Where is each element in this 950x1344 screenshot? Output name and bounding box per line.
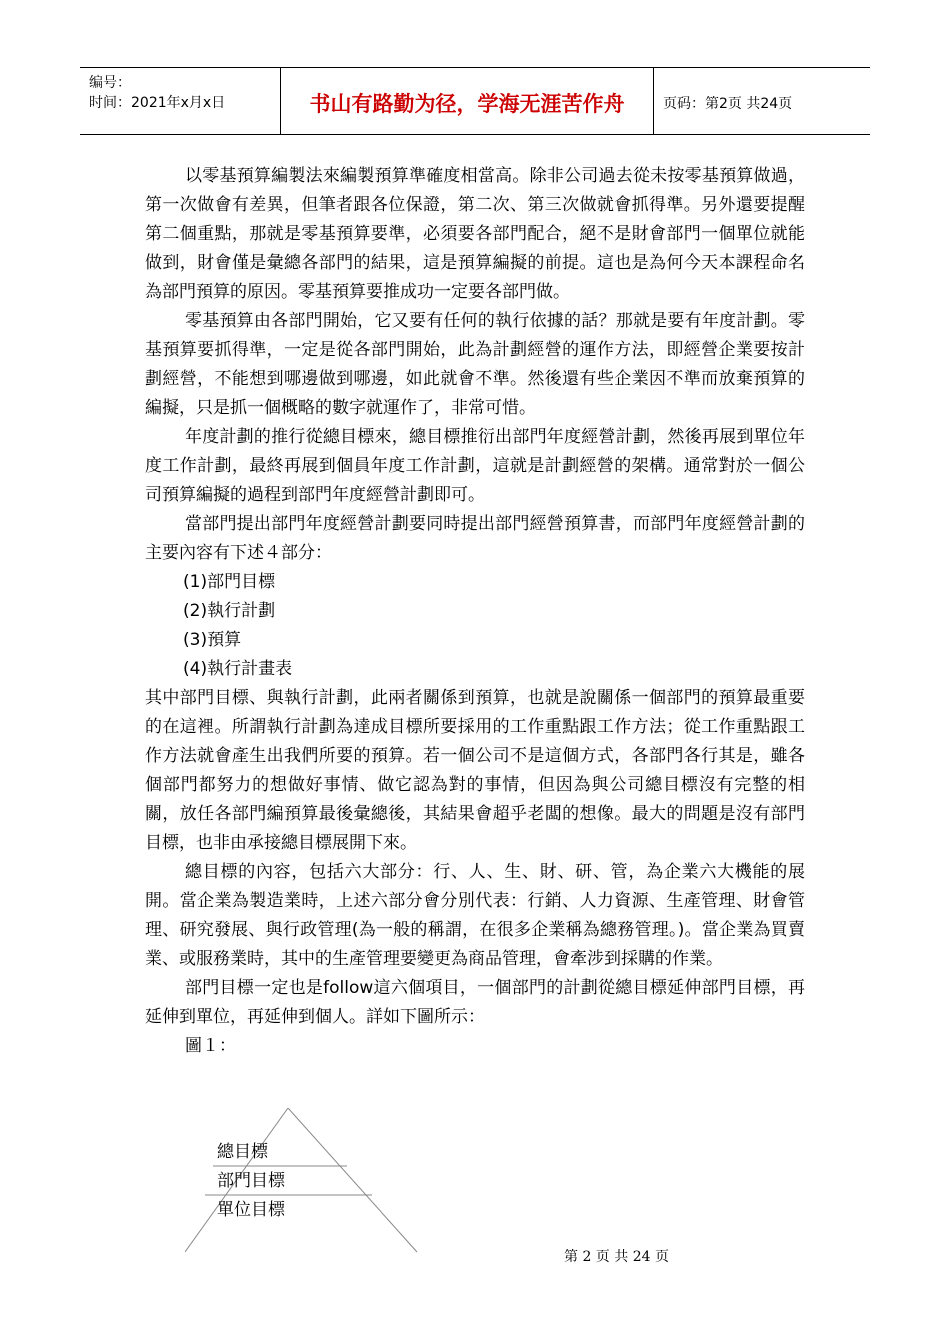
body-paragraph: 當部門提出部門年度經營計劃要同時提出部門經營預算書，而部門年度經營計劃的主要內容有下述４部分：: [145, 514, 805, 563]
body-paragraph: 零基預算由各部門開始，它又要有任何的執行依據的話？那就是要有年度計劃。零基預算要抓得準，一定是從各部門開始，此為計劃經營的運作方法，即經營企業要按計劃經營，不能想到哪邊做到哪邊，如此就會不準。然後還有些企業因不準而放棄預算的編擬，只是抓一個概略的數字就運作了，非常可惜。: [145, 311, 805, 418]
document-body: [145, 162, 805, 1061]
header-page-info: 页码：第2页 共24页: [663, 96, 793, 112]
body-paragraph: 總目標的內容，包括六大部分：行、人、生、財、研、管，為企業六大機能的展開。當企業為製造業時，上述六部分會分別代表：行銷、人力資源、生產管理、財會管理、研究發展、與行政管理(為一般的稱謂，在很多企業稱為總務管理。)。當企業為買賣業、或服務業時，其中的生產管理要變更為商品管理，會牽涉到採購的作業。: [145, 862, 805, 969]
pyramid-level-middle: 部門目標: [217, 1171, 285, 1191]
page-header: [80, 67, 870, 135]
body-paragraph: 年度計劃的推行從總目標來，總目標推衍出部門年度經營計劃，然後再展到單位年度工作計劃，最終再展到個員年度工作計劃，這就是計劃經營的架構。通常對於一個公司預算編擬的過程到部門年度經營計劃即可。: [145, 427, 805, 505]
document-date: 时间：2021年x月x日: [89, 95, 226, 111]
document-number-label: 编号：: [89, 75, 131, 91]
list-item: (4)執行計畫表: [183, 659, 293, 679]
body-paragraph: 其中部門目標、與執行計劃，此兩者關係到預算，也就是說關係一個部門的預算最重要的在這裡。所謂執行計劃為達成目標所要採用的工作重點跟工作方法；從工作重點跟工作方法就會產生出我們所要的預算。若一個公司不是這個方式，各部門各行其是，雖各個部門都努力的想做好事情、做它認為對的事情，但因為與公司總目標沒有完整的相關，放任各部門編預算最後彙總後，其結果會超乎老闆的想像。最大的問題是沒有部門目標，也非由承接總目標展開下來。: [145, 688, 805, 853]
list-item: (2)執行計劃: [183, 601, 276, 621]
body-paragraph: 圖１：: [185, 1036, 236, 1056]
page-footer: 第 2 页 共 24 页: [564, 1249, 669, 1265]
list-item: (1)部門目標: [183, 572, 276, 592]
pyramid-level-top: 總目標: [217, 1142, 268, 1162]
body-paragraph: 部門目標一定也是follow這六個項目，一個部門的計劃從總目標延伸部門目標，再延伸到單位，再延伸到個人。詳如下圖所示：: [145, 978, 805, 1027]
pyramid-figure: [185, 1108, 425, 1258]
body-paragraph: 以零基預算編製法來編製預算準確度相當高。除非公司過去從未按零基預算做過，第一次做會有差異，但筆者跟各位保證，第二次、第三次做就會抓得準。另外還要提醒第二個重點，那就是零基預算要準，必須要各部門配合，絕不是財會部門一個單位就能做到，財會僅是彙總各部門的結果，這是預算編擬的前提。這也是為何今天本課程命名為部門預算的原因。零基預算要推成功一定要各部門做。: [145, 166, 805, 302]
pyramid-level-bottom: 單位目標: [217, 1200, 285, 1220]
header-motto: 书山有路勤为径，学海无涯苦作舟: [281, 68, 654, 134]
list-item: (3)預算: [183, 630, 242, 650]
header-meta: [80, 68, 281, 134]
pyramid-right-edge: [288, 1108, 417, 1252]
